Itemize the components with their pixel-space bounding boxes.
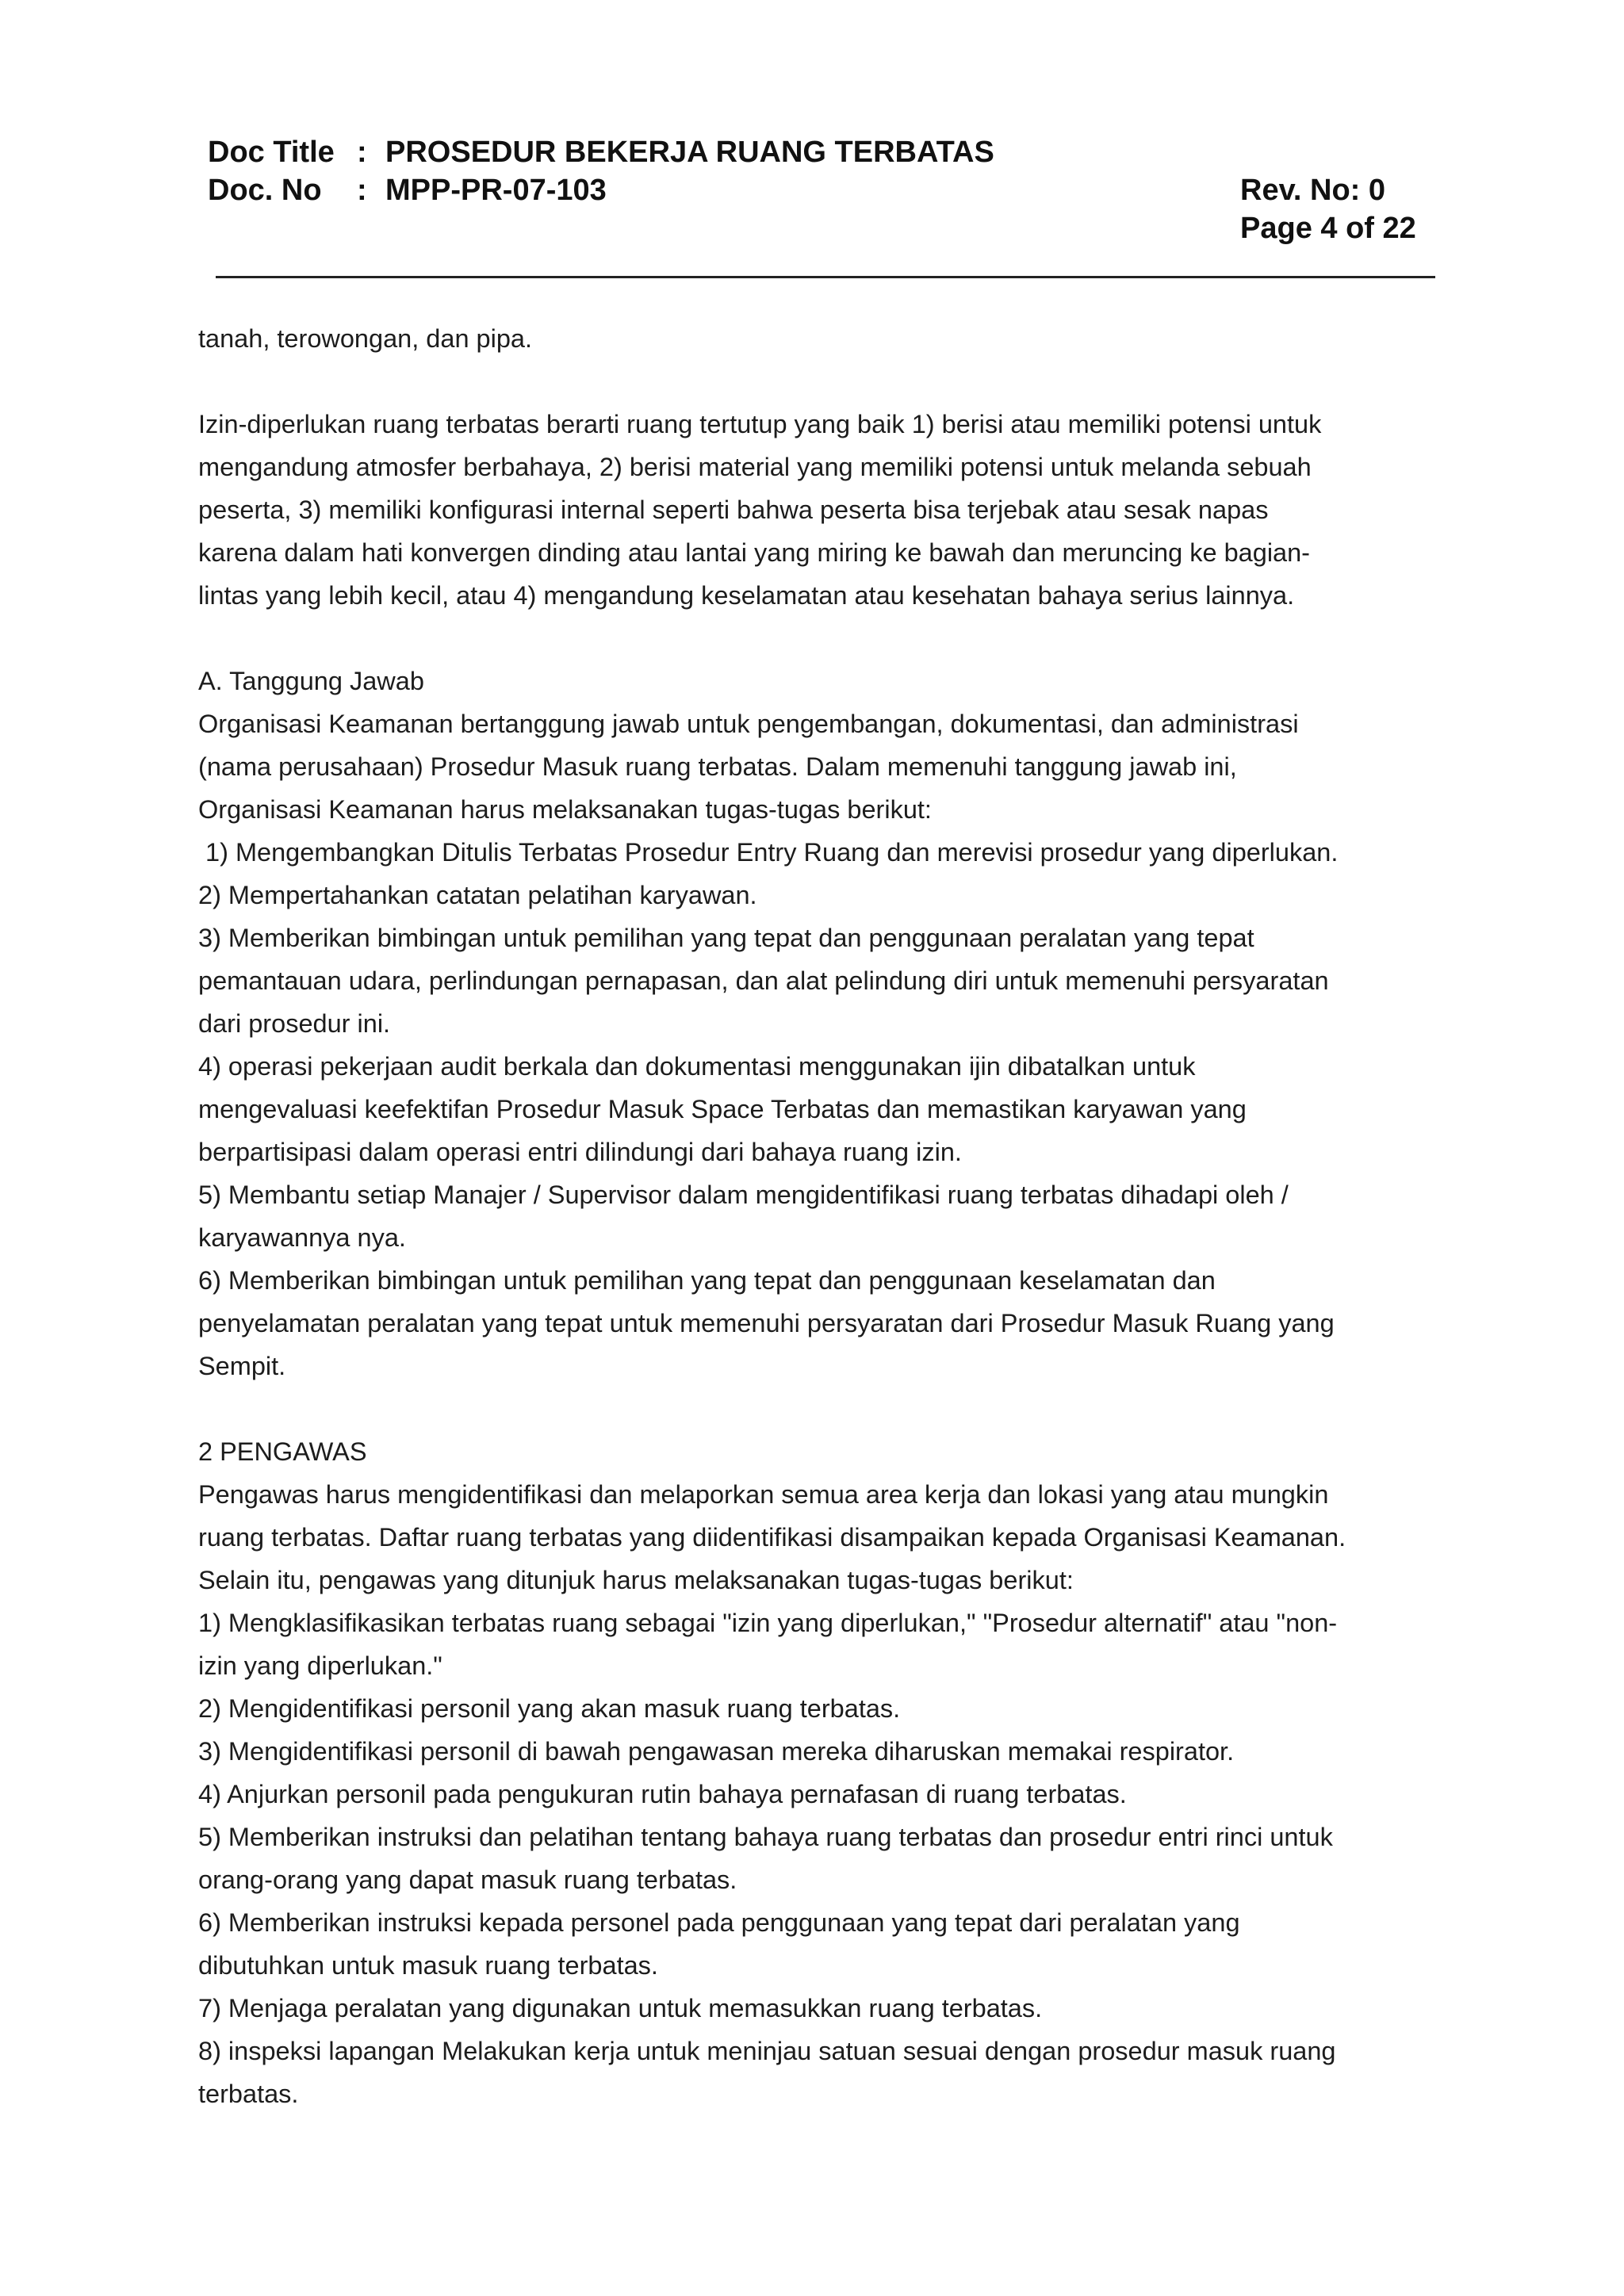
definition-line: karena dalam hati konvergen dinding atau lantai yang miring ke bawah dan meruncing ke bagian-: [198, 538, 1311, 567]
list-item-line: 5) Membantu setiap Manajer / Supervisor dalam mengidentifikasi ruang terbatas dihadapi oleh /: [198, 1181, 1289, 1209]
list-item-line: dibutuhkan untuk masuk ruang terbatas.: [198, 1951, 658, 1980]
list-item-line: pemantauan udara, perlindungan pernapasan, dan alat pelindung diri untuk memenuhi persyaratan: [198, 966, 1329, 995]
revision-number: Rev. No: 0: [1240, 174, 1386, 207]
doc-number-label: Doc. No: [208, 174, 322, 207]
list-item-line: mengevaluasi keefektifan Prosedur Masuk Space Terbatas dan memastikan karyawan yang: [198, 1095, 1247, 1123]
list-item-line: 2) Mengidentifikasi personil yang akan masuk ruang terbatas.: [198, 1694, 901, 1723]
list-item-line: 1) Mengembangkan Ditulis Terbatas Prosedur Entry Ruang dan merevisi prosedur yang diperlukan.: [198, 838, 1339, 867]
section-heading: A. Tanggung Jawab: [198, 667, 424, 695]
list-item-line: 4) operasi pekerjaan audit berkala dan dokumentasi menggunakan ijin dibatalkan untuk: [198, 1052, 1196, 1081]
list-item-line: 6) Memberikan instruksi kepada personel pada penggunaan yang tepat dari peralatan yang: [198, 1908, 1240, 1937]
list-item-line: 2) Mempertahankan catatan pelatihan karyawan.: [198, 881, 757, 909]
list-item-line: izin yang diperlukan.": [198, 1651, 442, 1680]
doc-title-row: [208, 133, 1437, 171]
list-item-line: 3) Memberikan bimbingan untuk pemilihan yang tepat dan penggunaan peralatan yang tepat: [198, 924, 1254, 952]
section-line: (nama perusahaan) Prosedur Masuk ruang terbatas. Dalam memenuhi tanggung jawab ini,: [198, 752, 1237, 781]
section-line: Organisasi Keamanan harus melaksanakan tugas-tugas berikut:: [198, 795, 932, 824]
list-item-line: 6) Memberikan bimbingan untuk pemilihan yang tepat dan penggunaan keselamatan dan: [198, 1266, 1216, 1295]
definition-line: lintas yang lebih kecil, atau 4) mengandung keselamatan atau kesehatan bahaya serius lainnya.: [198, 581, 1295, 610]
page-number-row: [208, 209, 1437, 247]
doc-title-value: PROSEDUR BEKERJA RUANG TERBATAS: [385, 136, 994, 169]
list-item-line: 7) Menjaga peralatan yang digunakan untuk memasukkan ruang terbatas.: [198, 1994, 1043, 2022]
doc-number-row: [208, 171, 1437, 209]
section-line: Pengawas harus mengidentifikasi dan melaporkan semua area kerja dan lokasi yang atau mungkin: [198, 1480, 1329, 1509]
list-item-line: 4) Anjurkan personil pada pengukuran rutin bahaya pernafasan di ruang terbatas.: [198, 1780, 1127, 1808]
list-item-line: terbatas.: [198, 2080, 299, 2108]
list-item-line: 8) inspeksi lapangan Melakukan kerja untuk meninjau satuan sesuai dengan prosedur masuk ruang: [198, 2037, 1336, 2065]
list-item-line: 1) Mengklasifikasikan terbatas ruang sebagai "izin yang diperlukan," "Prosedur alternatif" atau "non-: [198, 1609, 1338, 1637]
doc-number-colon: :: [357, 174, 367, 207]
definition-line: Izin-diperlukan ruang terbatas berarti ruang tertutup yang baik 1) berisi atau memiliki potensi untuk: [198, 410, 1322, 438]
list-item-line: orang-orang yang dapat masuk ruang terbatas.: [198, 1866, 737, 1894]
section-line: ruang terbatas. Daftar ruang terbatas yang diidentifikasi disampaikan kepada Organisasi Keamanan.: [198, 1523, 1346, 1552]
intro-tail-line: tanah, terowongan, dan pipa.: [198, 324, 533, 353]
section-supervisor: [198, 1430, 1451, 2115]
list-item-line: karyawannya nya.: [198, 1223, 406, 1252]
definition-line: mengandung atmosfer berbahaya, 2) berisi material yang memiliki potensi untuk melanda sebuah: [198, 453, 1312, 481]
definition-paragraph: [198, 403, 1451, 617]
section-responsibility: [198, 660, 1451, 1387]
list-item-line: berpartisipasi dalam operasi entri dilindungi dari bahaya ruang izin.: [198, 1138, 962, 1166]
section-line: Selain itu, pengawas yang ditunjuk harus melaksanakan tugas-tugas berikut:: [198, 1566, 1074, 1594]
doc-title-label: Doc Title: [208, 136, 335, 169]
paragraph-gap: [198, 617, 1451, 660]
header-divider: [216, 276, 1435, 278]
section-line: Organisasi Keamanan bertanggung jawab untuk pengembangan, dokumentasi, dan administrasi: [198, 710, 1299, 738]
page-number: Page 4 of 22: [1240, 212, 1416, 245]
definition-line: peserta, 3) memiliki konfigurasi internal seperti bahwa peserta bisa terjebak atau sesak napas: [198, 496, 1269, 524]
document-body: [198, 317, 1451, 2115]
doc-number-value: MPP-PR-07-103: [385, 174, 607, 207]
section-heading: 2 PENGAWAS: [198, 1437, 367, 1466]
document-header: [208, 133, 1437, 247]
list-item-line: penyelamatan peralatan yang tepat untuk memenuhi persyaratan dari Prosedur Masuk Ruang yang: [198, 1309, 1335, 1337]
doc-title-colon: :: [357, 136, 367, 169]
list-item-line: Sempit.: [198, 1352, 286, 1380]
list-item-line: 3) Mengidentifikasi personil di bawah pengawasan mereka diharuskan memakai respirator.: [198, 1737, 1235, 1766]
list-item-line: dari prosedur ini.: [198, 1009, 391, 1038]
paragraph-gap: [198, 1387, 1451, 1430]
paragraph-gap: [198, 360, 1451, 403]
list-item-line: 5) Memberikan instruksi dan pelatihan tentang bahaya ruang terbatas dan prosedur entri rinci untuk: [198, 1823, 1333, 1851]
